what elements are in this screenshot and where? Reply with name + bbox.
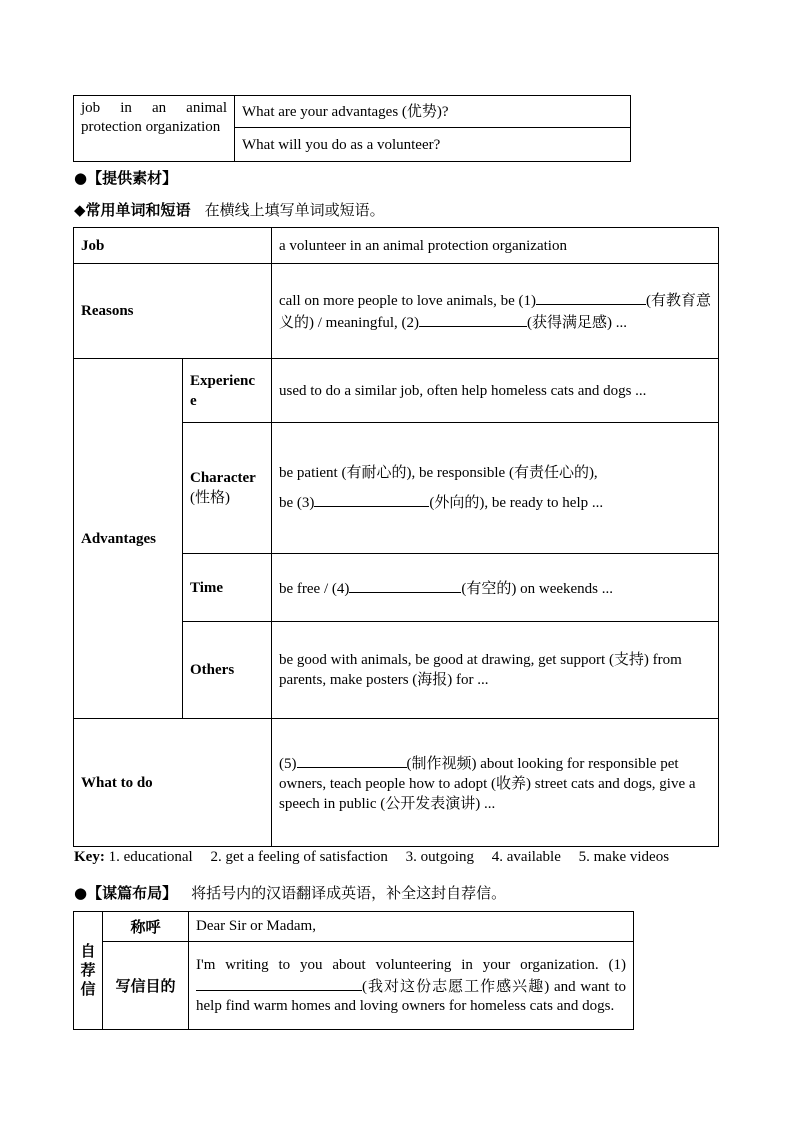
vocabulary-table: [73, 227, 719, 847]
key-label: Key:: [74, 849, 105, 865]
section-heading-vocabulary: [74, 199, 385, 220]
row-label-reasons: Reasons: [74, 264, 272, 359]
sub-label-others: Others: [183, 622, 272, 719]
purpose-text: and want to help find warm homes and loving owners for homeless cats and dogs.: [196, 978, 627, 1014]
sub-label-character: [183, 423, 272, 554]
sub-label-time: Time: [183, 554, 272, 622]
blank-5-input[interactable]: [297, 752, 407, 768]
table-row: [74, 264, 719, 359]
key-item: 2. get a feeling of satisfaction: [210, 849, 388, 865]
topic-text: job in an animal protection organization: [81, 100, 227, 135]
reasons-text: / meaningful, (2): [314, 315, 419, 331]
answer-key: [74, 849, 683, 866]
top-table-topic: [74, 96, 235, 162]
time-text: (有空的) on weekends ...: [461, 580, 614, 597]
side-label-text: 自荐信: [80, 942, 96, 998]
table-row: [74, 719, 719, 847]
experience-value: used to do a similar job, often help homeless cats and dogs ...: [272, 359, 719, 423]
character-line: be (3): [279, 495, 315, 511]
question-text: What will you do as a volunteer?: [242, 136, 441, 153]
section-title: 【谋篇布局】: [87, 884, 178, 902]
table-row: [74, 359, 719, 423]
salutation-content: Dear Sir or Madam,: [189, 912, 634, 942]
job-value: a volunteer in an animal protection organization: [272, 228, 719, 264]
letter-table: [73, 911, 634, 1030]
character-label: Character: [190, 470, 256, 486]
reasons-value: [272, 264, 719, 359]
blank-4-input[interactable]: [349, 577, 461, 593]
key-item: 1. educational: [108, 849, 193, 865]
purpose-hint: (我对这份志愿工作感兴趣): [362, 978, 550, 995]
what-to-do-num: (5): [279, 755, 297, 772]
section-heading-layout: [74, 882, 506, 903]
table-row: [74, 942, 634, 1030]
key-item: 4. available: [491, 849, 561, 865]
section-instruction: 在横线上填写单词或短语。: [204, 201, 385, 219]
sub-label-experience: Experienc e: [183, 359, 272, 423]
section-title: 【提供素材】: [87, 169, 178, 187]
bullet-icon: ●: [74, 169, 88, 187]
category-salutation: 称呼: [103, 912, 189, 942]
top-table-question-1: [235, 96, 631, 128]
row-label-advantages: Advantages: [74, 359, 183, 719]
character-line: (外向的), be ready to help ...: [429, 495, 604, 511]
what-to-do-text: (制作视频) about looking for responsible pet owners, teach people how to adopt (收养) street cats and dogs, give a speech in public (公开发表演讲) ...: [279, 755, 696, 812]
what-to-do-value: [272, 719, 719, 847]
top-table-question-2: [235, 128, 631, 162]
reasons-hint: (有教育意义的): [279, 293, 711, 331]
time-value: [272, 554, 719, 622]
key-item: 5. make videos: [578, 849, 670, 865]
reasons-hint: (获得满足感): [526, 315, 612, 331]
character-value: [272, 423, 719, 554]
table-row: [74, 228, 719, 264]
section-heading-materials: [74, 167, 177, 188]
row-label-what-to-do: What to do: [74, 719, 272, 847]
section-instruction: 将括号内的汉语翻译成英语，补全这封自荐信。: [191, 884, 507, 902]
character-line: be patient (有耐心的), be responsible (有责任心的),: [279, 465, 598, 481]
blank-3-input[interactable]: [314, 491, 429, 507]
table-row: [74, 912, 634, 942]
question-text: What are your advantages (优势)?: [242, 103, 449, 120]
top-table: [73, 95, 631, 162]
blank-1-input[interactable]: [536, 289, 646, 305]
letter-side-label: [74, 912, 103, 1030]
key-item: 3. outgoing: [405, 849, 474, 865]
reasons-text: call on more people to love animals, be (1): [279, 293, 536, 309]
row-label-job: Job: [74, 228, 272, 264]
diamond-icon: ◆: [74, 201, 86, 219]
purpose-content: [189, 942, 634, 1030]
category-purpose: 写信目的: [103, 942, 189, 1030]
blank-letter-1-input[interactable]: [196, 975, 362, 991]
bullet-icon: ●: [74, 884, 88, 902]
character-label-cn: (性格): [190, 490, 230, 506]
time-text: be free / (4): [279, 580, 350, 597]
section-title: 常用单词和短语: [85, 201, 191, 219]
blank-2-input[interactable]: [419, 311, 527, 327]
purpose-text: I'm writing to you about volunteering in your organization. (1): [196, 956, 626, 973]
others-value: be good with animals, be good at drawing, get support (支持) from parents, make posters (海报) for ...: [272, 622, 719, 719]
reasons-text: ...: [611, 315, 627, 331]
